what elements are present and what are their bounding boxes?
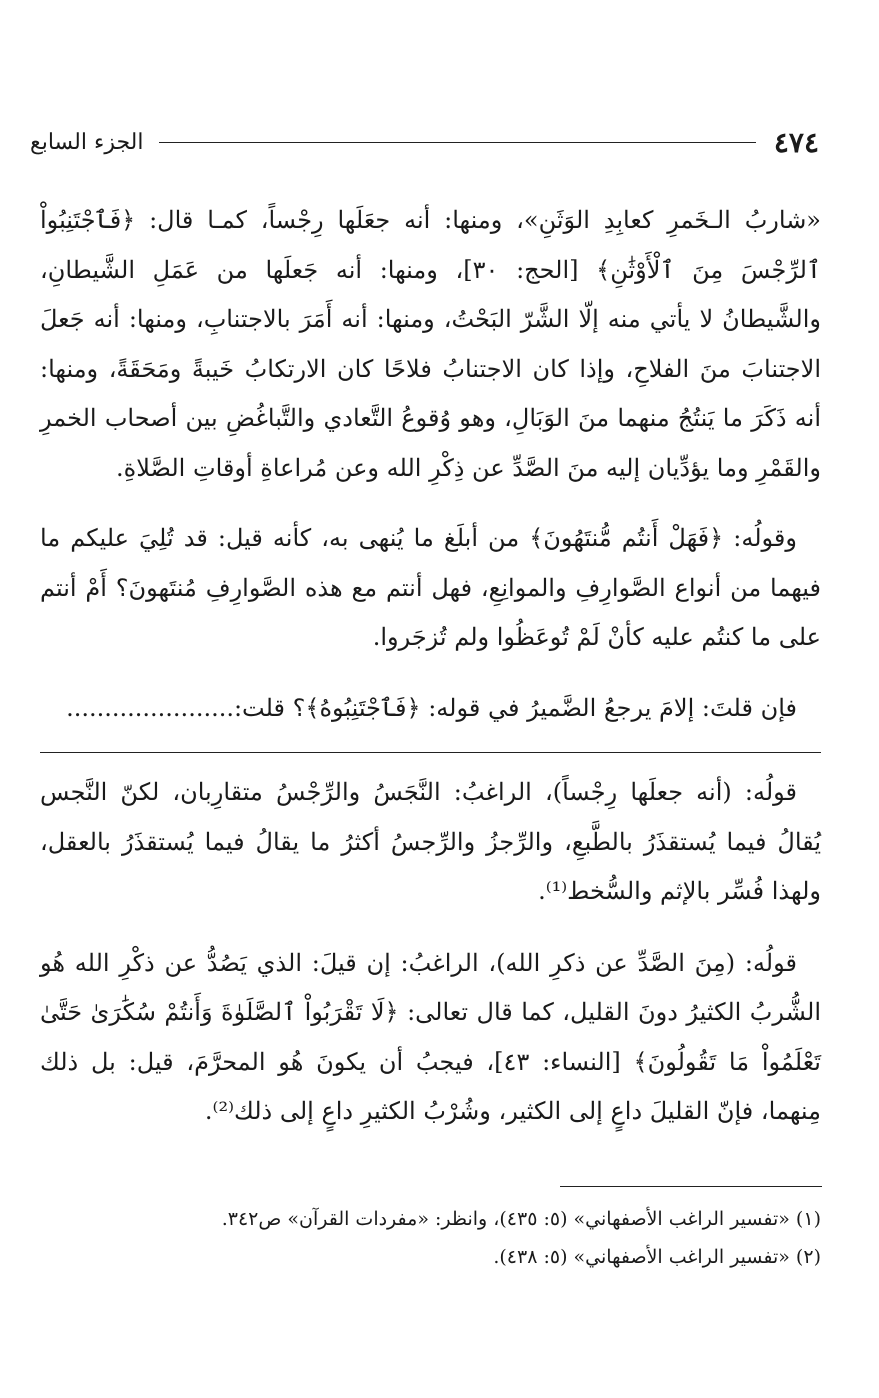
footnote-separator-rule — [560, 1186, 822, 1187]
main-separator-rule — [40, 752, 821, 753]
footnote: (٢) «تفسير الراغب الأصفهاني» (٥: ٤٣٨). — [493, 1246, 821, 1268]
main-text — [40, 196, 821, 754]
running-head: الجزء السابع — [30, 129, 144, 155]
main-paragraph: فإن قلتَ: إلامَ يرجعُ الضَّميرُ في قوله: ﴿فَٱجْتَنِبُوهُ﴾؟ قلت:...................... — [66, 693, 797, 722]
commentary-paragraph: قولُه: (مِنَ الصَّدِّ عن ذكرِ الله)، الراغبُ: إن قيلَ: الذي يَصُدُّ عن ذكْرِ الله هُو الشُّربُ الكثيرُ دونَ القليل، كما قال تعالى: ﴿لَا تَقْرَبُواْ ٱلصَّلَوٰةَ وَأَنتُمْ سُكَٰرَىٰ حَتَّىٰ تَعْلَمُواْ مَا تَقُولُونَ﴾ [النساء: ٤٣]، فيجبُ أن يكونَ هُو المحرَّمَ، قيل: بل ذلك مِنهما، فإنّ القليلَ داعٍ إلى الكثير، وشُرْبُ الكثيرِ داعٍ إلى ذلك⁽²⁾. — [40, 948, 821, 1125]
footnote: (١) «تفسير الراغب الأصفهاني» (٥: ٤٣٥)، وانظر: «مفردات القرآن» ص٣٤٢. — [221, 1208, 821, 1230]
footnotes — [40, 1200, 821, 1276]
header-rule — [159, 142, 755, 143]
commentary-text — [40, 768, 821, 1159]
page-number: ٤٧٤ — [773, 125, 819, 159]
page-header — [30, 122, 819, 162]
main-paragraph: وقولُه: ﴿فَهَلْ أَنتُم مُّنتَهُونَ﴾ من أبلَغ ما يُنهى به، كأنه قيل: قد تُلِيَ عليكم ما فيهما من أنواع الصَّوارِفِ والموانِعِ، فهل أنتم مع هذه الصَّوارِفِ مُنتَهونَ؟ أَمْ أنتم على ما كنتُم عليه كأنْ لَمْ تُوعَظُوا ولم تُزجَروا. — [40, 524, 821, 651]
commentary-paragraph: قولُه: (أنه جعلَها رِجْساً)، الراغبُ: النَّجَسُ والرِّجْسُ متقارِبان، لكنّ النَّجس يُقالُ فيما يُستقذَرُ بالطَّبعِ، والرِّجزُ والرِّجسُ أكثرُ ما يقالُ فيما يُستقذَرُ بالعقل، ولهذا فُسِّر بالإثم والسُّخط⁽¹⁾. — [40, 778, 822, 905]
main-paragraph: «شاربُ الـخَمرِ كعابِدِ الوَثَنِ»، ومنها: أنه جعَلَها رِجْساً، كمـا قال: ﴿فَٱجْتَنِبُواْ ٱلرِّجْسَ مِنَ ٱلْأَوْثَٰنِ﴾ [الحج: ٣٠]، ومنها: أنه جَعلَها من عَمَلِ الشَّيطانِ، والشَّيطانُ لا يأتي منه إلّا الشَّرّ البَحْتُ، ومنها: أنه أَمَرَ بالاجتنابِ، ومنها: أنه جَعلَ الاجتنابَ منَ الفلاحِ، وإذا كان الاجتنابُ فلاحًا كان الارتكابُ خَيبةً ومَحَقَةً، ومنها: أنه ذَكَرَ ما يَنتُجُ منهما منَ الوَبَالِ، وهو وُقوعُ التَّعادي والتَّباغُضِ بين أصحاب الخمرِ والقَمْرِ وما يؤدِّيان إليه منَ الصَّدِّ عن ذِكْرِ الله وعن مُراعاةِ أوقاتِ الصَّلاةِ. — [40, 206, 822, 482]
